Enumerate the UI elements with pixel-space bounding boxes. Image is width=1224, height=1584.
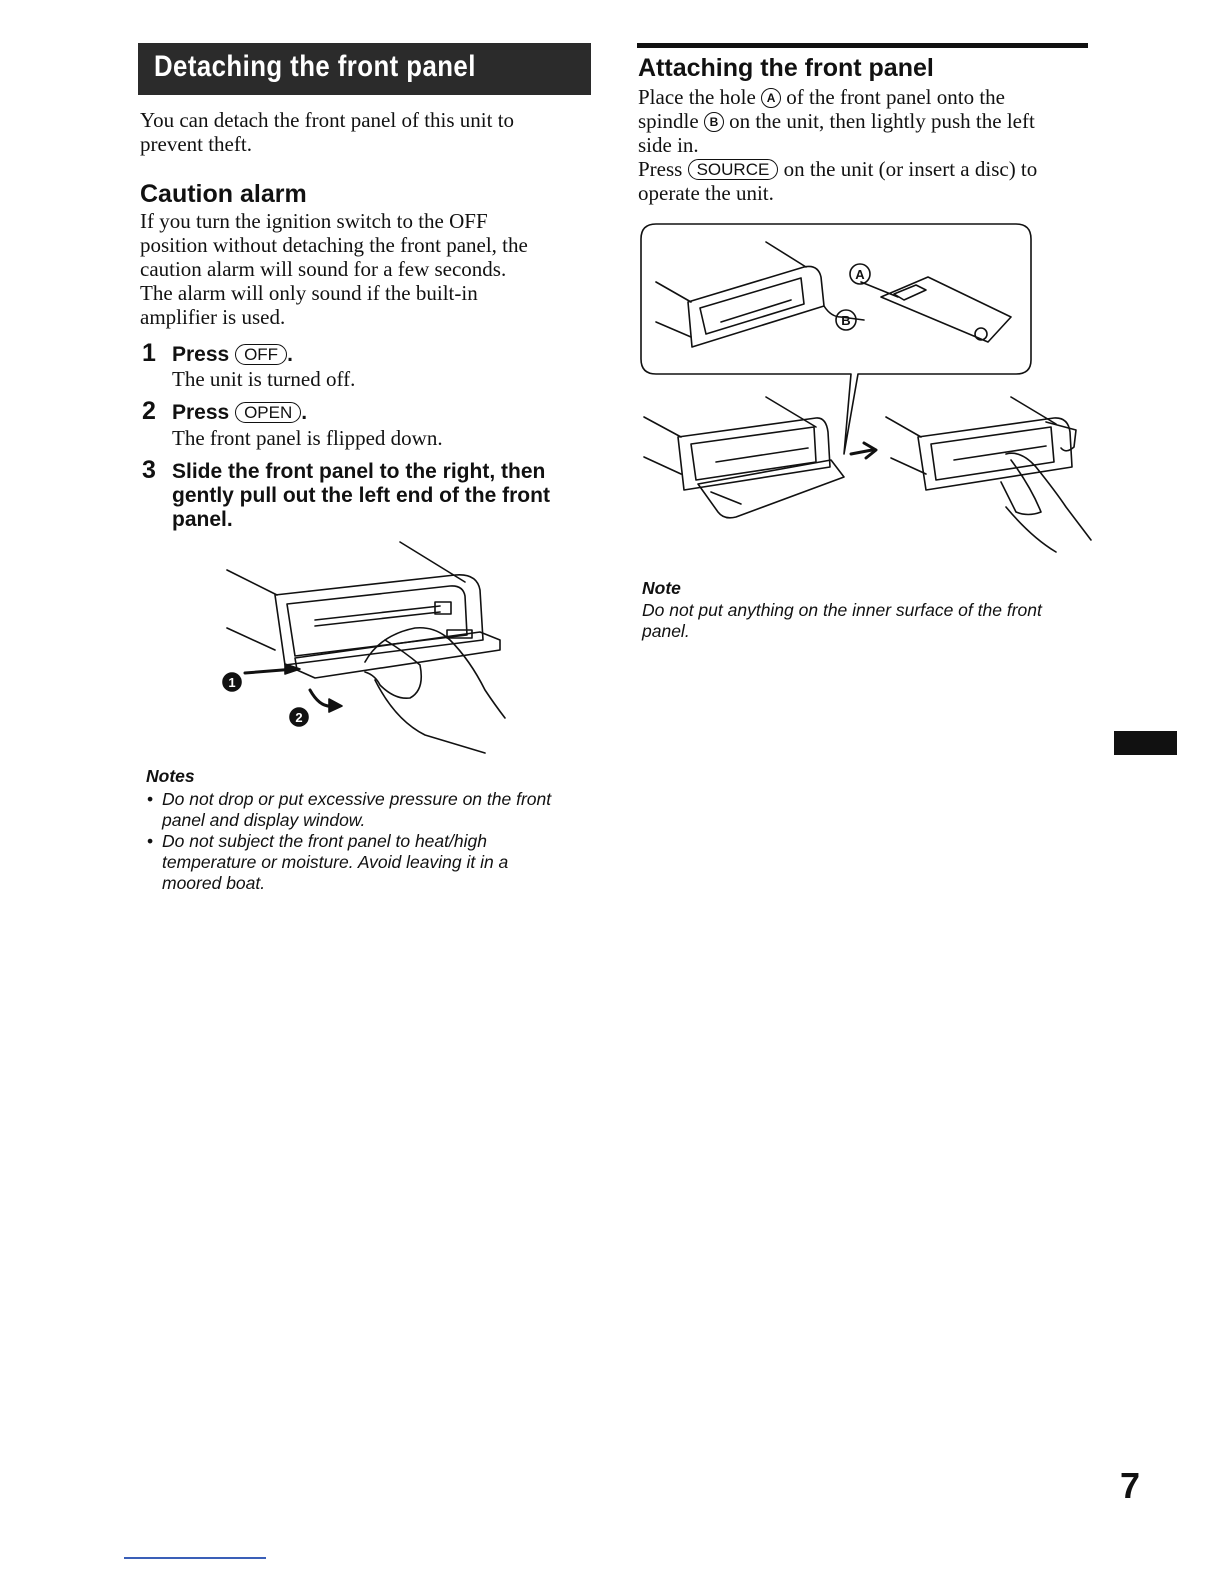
- step-2-description: The front panel is flipped down.: [172, 426, 443, 450]
- attach-text: on the unit, then lightly push the left: [729, 109, 1035, 133]
- detach-panel-illustration: [215, 540, 515, 755]
- step-1-press-text: Press: [172, 343, 230, 366]
- unit-attaching-panel: [886, 397, 1091, 552]
- caution-line: position without detaching the front panel, the: [140, 233, 528, 257]
- front-panel: [295, 630, 500, 678]
- step-1-number: 1: [142, 339, 156, 367]
- notes-list: [146, 789, 606, 894]
- step-3-instruction: [172, 460, 550, 532]
- marker-2-text: 2: [295, 710, 303, 725]
- marker-a-icon: A: [761, 88, 781, 108]
- attach-text: of the front panel onto the: [786, 85, 1005, 109]
- step-marker-2: [290, 708, 308, 726]
- head-unit-chassis: [227, 542, 483, 665]
- step-3-line: Slide the front panel to the right, then: [172, 460, 546, 483]
- source-key: SOURCE: [688, 159, 779, 180]
- marker-b-icon: B: [704, 112, 724, 132]
- attaching-heading: Attaching the front panel: [638, 54, 934, 82]
- attach-line: [638, 85, 1037, 109]
- bottom-rule: [124, 1557, 266, 1559]
- section-banner: [138, 43, 591, 95]
- note-line: • Do not drop or put excessive pressure on the front: [162, 789, 552, 809]
- note-line: Do not put anything on the inner surface of the front: [642, 600, 1042, 620]
- attach-panel-illustration: [636, 222, 1096, 567]
- page-number: 7: [1120, 1465, 1141, 1506]
- note-line: moored boat.: [162, 873, 266, 893]
- note-title: Note: [642, 578, 681, 598]
- slide-arrow: [245, 664, 300, 674]
- attach-text: spindle: [638, 109, 699, 133]
- step-3-line: panel.: [172, 508, 233, 531]
- pull-arrow: [310, 690, 342, 712]
- note-item: [146, 831, 606, 894]
- attach-text: on the unit (or insert a disc) to: [783, 157, 1038, 181]
- section-title: Detaching the front panel: [154, 50, 476, 83]
- attach-line: operate the unit.: [638, 181, 774, 205]
- note-line: panel and display window.: [162, 810, 366, 830]
- note-item: [146, 789, 606, 831]
- step-3-line: gently pull out the left end of the front: [172, 484, 550, 507]
- intro-line: prevent theft.: [140, 132, 252, 156]
- step-1-instruction: Press OFF .: [172, 343, 293, 366]
- unit-with-panel-down: [644, 397, 844, 518]
- step-2-press-text: Press: [172, 401, 230, 424]
- note-line: temperature or moisture. Avoid leaving it in a: [162, 852, 509, 872]
- intro-line: You can detach the front panel of this unit to: [140, 108, 515, 132]
- open-key: OPEN: [235, 402, 301, 423]
- next-arrow: [851, 443, 876, 458]
- step-2-number: 2: [142, 397, 156, 425]
- detail-callout: [641, 224, 1031, 454]
- section-rule: [637, 43, 1088, 48]
- callout-label-a: A: [855, 267, 865, 282]
- attach-text: Press: [638, 157, 683, 181]
- step-1-description: The unit is turned off.: [172, 367, 356, 391]
- step-marker-1: [223, 673, 241, 691]
- callout-label-b: B: [841, 313, 851, 328]
- caution-alarm-heading: Caution alarm: [140, 180, 307, 208]
- off-key: OFF: [235, 344, 287, 365]
- notes-title: Notes: [146, 766, 195, 786]
- attach-line: [638, 109, 1037, 133]
- attach-text: Place the hole: [638, 85, 756, 109]
- step-3-number: 3: [142, 456, 156, 484]
- caution-line: caution alarm will sound for a few seconds.: [140, 257, 507, 281]
- section-tab-marker: [1114, 731, 1177, 755]
- step-2-instruction: Press OPEN .: [172, 401, 308, 424]
- note-line: panel.: [642, 621, 690, 641]
- caution-line: If you turn the ignition switch to the OFF: [140, 209, 488, 233]
- note-text: [642, 600, 1042, 642]
- attach-line: side in.: [638, 133, 699, 157]
- note-line: • Do not subject the front panel to heat/high: [162, 831, 487, 851]
- intro-paragraph: [140, 108, 514, 156]
- attach-line: [638, 157, 1037, 181]
- attach-paragraph: [638, 85, 1037, 205]
- caution-line: amplifier is used.: [140, 305, 286, 329]
- caution-paragraph: [140, 209, 528, 329]
- caution-line: The alarm will only sound if the built-in: [140, 281, 478, 305]
- marker-1-text: 1: [228, 675, 236, 690]
